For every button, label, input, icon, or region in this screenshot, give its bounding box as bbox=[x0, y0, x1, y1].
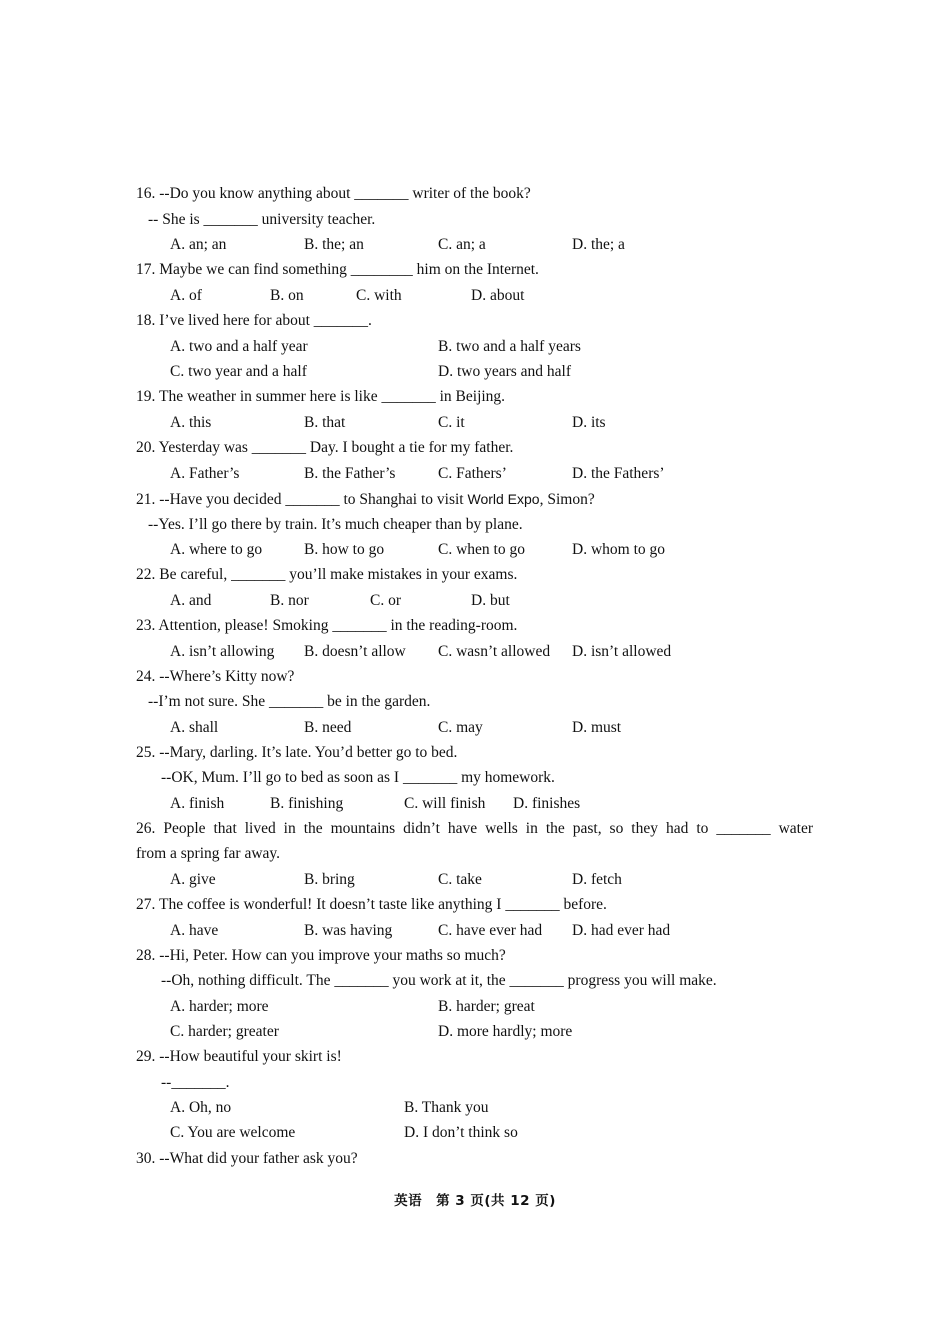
option-c: C. may bbox=[438, 719, 483, 736]
question-20-options bbox=[170, 464, 820, 484]
option-c: C. wasn’t allowed bbox=[438, 643, 551, 660]
question-28-options-row1 bbox=[170, 997, 820, 1017]
option-a: A. an; an bbox=[170, 236, 227, 253]
option-c: C. or bbox=[370, 592, 401, 609]
question-18-options-row2 bbox=[170, 362, 820, 382]
option-c: C. with bbox=[356, 287, 402, 304]
question-30-stem: 30. --What did your father ask you? bbox=[136, 1150, 358, 1167]
option-d: D. whom to go bbox=[572, 541, 665, 558]
option-a: A. harder; more bbox=[170, 998, 269, 1015]
question-28-stem: 28. --Hi, Peter. How can you improve your maths so much? bbox=[136, 947, 506, 964]
question-25-reply: --OK, Mum. I’ll go to bed as soon as I _______ my homework. bbox=[161, 769, 555, 786]
option-c: C. when to go bbox=[438, 541, 525, 558]
question-28-options-row2 bbox=[170, 1022, 820, 1042]
option-a: A. this bbox=[170, 414, 212, 431]
option-d: D. the; a bbox=[572, 236, 625, 253]
option-c: C. harder; greater bbox=[170, 1023, 279, 1040]
option-d: D. had ever had bbox=[572, 922, 671, 939]
question-29-stem: 29. --How beautiful your skirt is! bbox=[136, 1048, 342, 1065]
option-c: C. take bbox=[438, 871, 482, 888]
question-26-stem-line1: 26. People that lived in the mountains didn’t have wells in the past, so they had to _______ water bbox=[136, 820, 813, 837]
option-a: A. Oh, no bbox=[170, 1099, 232, 1116]
option-b: B. on bbox=[270, 287, 304, 304]
question-26-options bbox=[170, 870, 820, 890]
question-18-options-row1 bbox=[170, 337, 820, 357]
option-a: A. of bbox=[170, 287, 202, 304]
option-d: D. more hardly; more bbox=[438, 1023, 573, 1040]
option-b: B. bring bbox=[304, 871, 355, 888]
option-b: B. doesn’t allow bbox=[304, 643, 406, 660]
option-a: A. isn’t allowing bbox=[170, 643, 275, 660]
option-c: C. You are welcome bbox=[170, 1124, 296, 1141]
option-b: B. how to go bbox=[304, 541, 385, 558]
option-d: D. finishes bbox=[513, 795, 581, 812]
option-b: B. two and a half years bbox=[438, 338, 581, 355]
option-d: D. fetch bbox=[572, 871, 622, 888]
option-b: B. need bbox=[304, 719, 352, 736]
question-20-stem: 20. Yesterday was _______ Day. I bought a tie for my father. bbox=[136, 439, 514, 456]
question-17-options bbox=[170, 286, 820, 306]
option-a: A. finish bbox=[170, 795, 225, 812]
page-footer: 英语 第 3 页(共 12 页) bbox=[394, 1193, 556, 1209]
option-a: A. two and a half year bbox=[170, 338, 308, 355]
option-d: D. two years and half bbox=[438, 363, 571, 380]
option-b: B. Thank you bbox=[404, 1099, 489, 1116]
question-29-options-row1 bbox=[170, 1098, 820, 1118]
option-b: B. the; an bbox=[304, 236, 364, 253]
option-c: C. an; a bbox=[438, 236, 486, 253]
option-a: A. where to go bbox=[170, 541, 263, 558]
option-a: A. give bbox=[170, 871, 216, 888]
stem-part: 21. --Have you decided _______ to Shanghai to visit bbox=[136, 491, 468, 508]
option-d: D. isn’t allowed bbox=[572, 643, 672, 660]
option-d: D. I don’t think so bbox=[404, 1124, 518, 1141]
question-18-stem: 18. I’ve lived here for about _______. bbox=[136, 312, 372, 329]
option-c: C. it bbox=[438, 414, 465, 431]
option-d: D. but bbox=[471, 592, 510, 609]
question-21-options bbox=[170, 540, 820, 560]
option-b: B. nor bbox=[270, 592, 309, 609]
option-d: D. about bbox=[471, 287, 525, 304]
option-d: D. its bbox=[572, 414, 606, 431]
question-24-stem: 24. --Where’s Kitty now? bbox=[136, 668, 295, 685]
stem-world-expo: World Expo bbox=[467, 491, 540, 507]
question-21-stem bbox=[136, 489, 595, 510]
option-a: A. have bbox=[170, 922, 219, 939]
option-b: B. that bbox=[304, 414, 346, 431]
question-24-reply: --I’m not sure. She _______ be in the garden. bbox=[148, 693, 431, 710]
question-17-stem: 17. Maybe we can find something ________ him on the Internet. bbox=[136, 261, 539, 278]
question-27-stem: 27. The coffee is wonderful! It doesn’t taste like anything I _______ before. bbox=[136, 896, 607, 913]
option-a: A. and bbox=[170, 592, 212, 609]
question-16-stem: 16. --Do you know anything about _______ writer of the book? bbox=[136, 185, 531, 202]
question-21-reply: --Yes. I’ll go there by train. It’s much cheaper than by plane. bbox=[148, 516, 523, 533]
question-29-options-row2 bbox=[170, 1123, 820, 1143]
question-16-reply: -- She is _______ university teacher. bbox=[148, 211, 376, 228]
question-25-stem: 25. --Mary, darling. It’s late. You’d better go to bed. bbox=[136, 744, 458, 761]
question-25-options bbox=[170, 794, 820, 814]
question-27-options bbox=[170, 921, 820, 941]
option-b: B. the Father’s bbox=[304, 465, 396, 482]
option-c: C. Fathers’ bbox=[438, 465, 507, 482]
stem-part: , Simon? bbox=[539, 491, 595, 508]
question-29-reply: --_______. bbox=[161, 1074, 230, 1091]
option-d: D. the Fathers’ bbox=[572, 465, 665, 482]
option-d: D. must bbox=[572, 719, 622, 736]
question-23-options bbox=[170, 642, 820, 662]
question-19-stem: 19. The weather in summer here is like _______ in Beijing. bbox=[136, 388, 506, 405]
option-a: A. Father’s bbox=[170, 465, 240, 482]
option-c: C. two year and a half bbox=[170, 363, 307, 380]
question-24-options bbox=[170, 718, 820, 738]
option-c: C. have ever had bbox=[438, 922, 543, 939]
option-b: B. finishing bbox=[270, 795, 344, 812]
option-b: B. harder; great bbox=[438, 998, 535, 1015]
question-19-options bbox=[170, 413, 820, 433]
option-a: A. shall bbox=[170, 719, 219, 736]
question-22-stem: 22. Be careful, _______ you’ll make mistakes in your exams. bbox=[136, 566, 518, 583]
question-22-options bbox=[170, 591, 820, 611]
option-c: C. will finish bbox=[404, 795, 486, 812]
option-b: B. was having bbox=[304, 922, 393, 939]
question-16-options bbox=[170, 235, 820, 255]
question-28-reply: --Oh, nothing difficult. The _______ you work at it, the _______ progress you will make. bbox=[161, 972, 717, 989]
question-26-stem-line2: from a spring far away. bbox=[136, 845, 281, 862]
question-23-stem: 23. Attention, please! Smoking _______ in the reading-room. bbox=[136, 617, 518, 634]
